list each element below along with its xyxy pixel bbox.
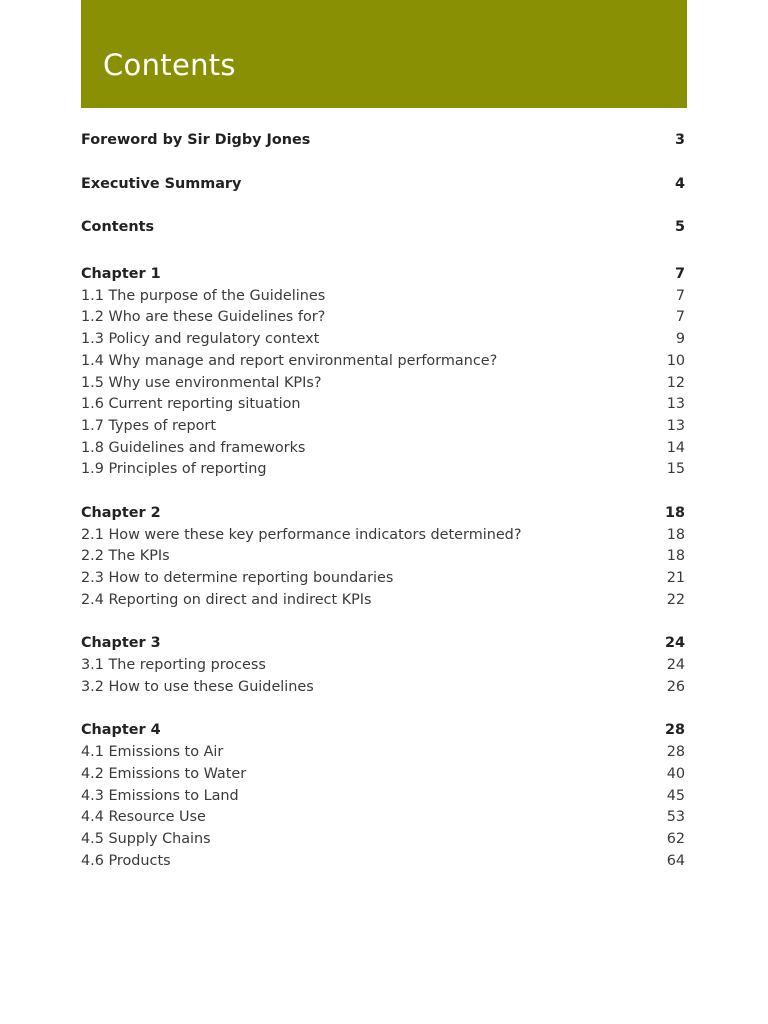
toc-entry-label: Contents xyxy=(81,219,155,236)
toc-entry-page: 28 xyxy=(664,722,685,739)
toc-entry-label: Chapter 1 xyxy=(81,266,161,283)
toc-entry-label: 1.2 Who are these Guidelines for? xyxy=(81,309,326,326)
toc-entry-label: 2.1 How were these key performance indicators determined? xyxy=(81,526,522,543)
toc-chapter-4[interactable] xyxy=(81,720,685,742)
table-of-contents xyxy=(81,130,685,872)
toc-entry-label: Chapter 3 xyxy=(81,635,161,652)
toc-entry-page: 45 xyxy=(666,787,685,804)
toc-entry-page: 64 xyxy=(666,852,685,869)
toc-entry-label: 3.2 How to use these Guidelines xyxy=(81,678,314,695)
toc-entry-label: 2.4 Reporting on direct and indirect KPIs xyxy=(81,591,372,608)
toc-entry-page: 5 xyxy=(674,219,685,236)
toc-entry-page: 18 xyxy=(664,504,685,521)
toc-entry-label: 1.1 The purpose of the Guidelines xyxy=(81,287,326,304)
toc-entry-page: 18 xyxy=(666,526,685,543)
toc-entry-page: 13 xyxy=(666,396,685,413)
toc-entry-label: 4.5 Supply Chains xyxy=(81,830,211,847)
toc-entry-1-4[interactable] xyxy=(81,351,685,373)
toc-entry-page: 10 xyxy=(666,352,685,369)
toc-entry-page: 13 xyxy=(666,417,685,434)
toc-entry-page: 7 xyxy=(675,287,685,304)
toc-entry-2-4[interactable] xyxy=(81,590,685,612)
toc-entry-label: 4.1 Emissions to Air xyxy=(81,744,224,761)
toc-entry-page: 28 xyxy=(666,744,685,761)
toc-entry-page: 14 xyxy=(666,439,685,456)
toc-entry-label: 2.2 The KPIs xyxy=(81,548,170,565)
toc-entry-label: 4.3 Emissions to Land xyxy=(81,787,239,804)
toc-entry-page: 24 xyxy=(664,635,685,652)
toc-entry-page: 40 xyxy=(666,765,685,782)
toc-entry-page: 26 xyxy=(666,678,685,695)
toc-entry-label: Chapter 4 xyxy=(81,722,161,739)
toc-entry-1-9[interactable] xyxy=(81,459,685,481)
toc-entry-1-6[interactable] xyxy=(81,394,685,416)
toc-chapter-2[interactable] xyxy=(81,503,685,525)
toc-entry-1-1[interactable] xyxy=(81,286,685,308)
toc-entry-page: 4 xyxy=(674,175,685,192)
toc-entry-4-1[interactable] xyxy=(81,742,685,764)
toc-entry-label: 1.8 Guidelines and frameworks xyxy=(81,439,306,456)
toc-entry-label: Chapter 2 xyxy=(81,504,161,521)
toc-entry-4-2[interactable] xyxy=(81,764,685,786)
toc-entry-label: Executive Summary xyxy=(81,175,242,192)
toc-entry-page: 62 xyxy=(666,830,685,847)
toc-entry-page: 53 xyxy=(666,809,685,826)
toc-entry-page: 24 xyxy=(666,657,685,674)
toc-entry-4-3[interactable] xyxy=(81,786,685,808)
contents-banner xyxy=(81,0,687,108)
toc-entry-1-8[interactable] xyxy=(81,438,685,460)
toc-entry-foreword[interactable] xyxy=(81,130,685,152)
toc-entry-label: Foreword by Sir Digby Jones xyxy=(81,132,311,148)
toc-entry-1-5[interactable] xyxy=(81,373,685,395)
toc-entry-4-4[interactable] xyxy=(81,807,685,829)
toc-entry-1-7[interactable] xyxy=(81,416,685,438)
toc-entry-label: 3.1 The reporting process xyxy=(81,657,266,674)
toc-entry-page: 12 xyxy=(666,374,685,391)
toc-entry-4-5[interactable] xyxy=(81,829,685,851)
toc-entry-2-2[interactable] xyxy=(81,546,685,568)
toc-entry-label: 1.7 Types of report xyxy=(81,417,216,434)
toc-entry-label: 1.5 Why use environmental KPIs? xyxy=(81,374,322,391)
toc-entry-contents[interactable] xyxy=(81,217,685,239)
toc-entry-executive-summary[interactable] xyxy=(81,174,685,196)
toc-entry-label: 4.4 Resource Use xyxy=(81,809,206,826)
toc-entry-label: 1.3 Policy and regulatory context xyxy=(81,331,320,348)
page-title: Contents xyxy=(103,48,236,82)
toc-entry-page: 18 xyxy=(666,548,685,565)
toc-entry-page: 21 xyxy=(666,570,685,586)
toc-entry-page: 22 xyxy=(666,591,685,608)
toc-entry-label: 1.4 Why manage and report environmental performance? xyxy=(81,352,498,369)
toc-entry-1-3[interactable] xyxy=(81,329,685,351)
toc-entry-page: 7 xyxy=(674,266,685,283)
toc-entry-3-2[interactable] xyxy=(81,677,685,699)
toc-entry-label: 1.9 Principles of reporting xyxy=(81,461,267,478)
toc-entry-3-1[interactable] xyxy=(81,655,685,677)
toc-entry-label: 4.6 Products xyxy=(81,852,171,869)
toc-chapter-3[interactable] xyxy=(81,633,685,655)
toc-entry-2-3[interactable] xyxy=(81,568,685,590)
toc-entry-page: 7 xyxy=(675,309,685,326)
toc-entry-label: 4.2 Emissions to Water xyxy=(81,765,247,782)
toc-entry-page: 15 xyxy=(666,461,685,478)
toc-entry-label: 2.3 How to determine reporting boundaries xyxy=(81,570,394,586)
toc-entry-2-1[interactable] xyxy=(81,525,685,547)
toc-entry-page: 9 xyxy=(675,331,685,348)
toc-chapter-1[interactable] xyxy=(81,264,685,286)
toc-entry-label: 1.6 Current reporting situation xyxy=(81,396,301,413)
toc-entry-page: 3 xyxy=(674,132,685,148)
toc-entry-1-2[interactable] xyxy=(81,307,685,329)
toc-entry-4-6[interactable] xyxy=(81,851,685,873)
